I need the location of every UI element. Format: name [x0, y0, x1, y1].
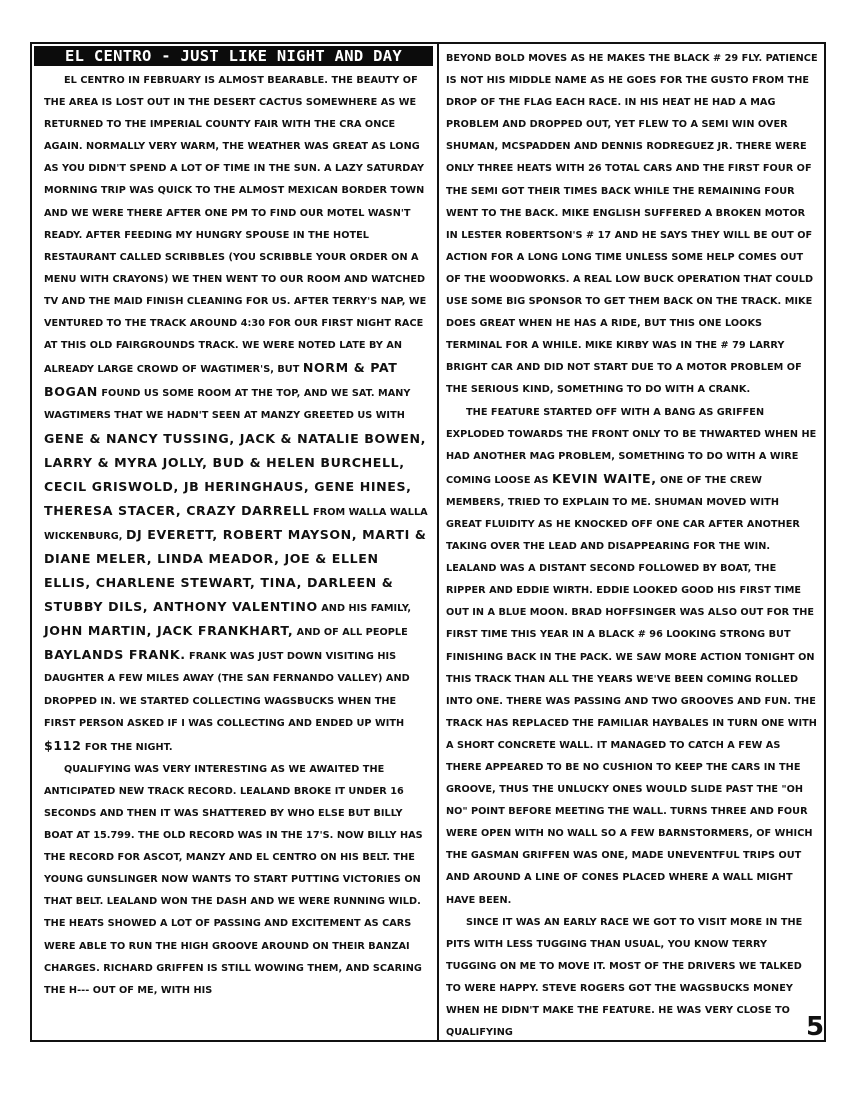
names-waite: KEVIN WAITE,: [551, 470, 657, 486]
paragraph-2: QUALIFYING WAS VERY INTERESTING AS WE AWAITED THE ANTICIPATED NEW TRACK RECORD. LEALAND BROKE IT UNDER 16 SECONDS AND THEN IT WAS SHATTERED BY WHO ELSE BUT BILLY BOAT AT 15.799. THE OLD RECORD WAS IN THE 17'S. NOW BILLY HAS THE RECORD FOR ASCOT, MANZY AND EL CENTRO ON HIS BELT. THE YOUNG GUNSLINGER NOW WANTS TO START PUTTING VICTORIES ON THAT BELT. LEALAND WON THE DASH AND WE WERE RUNNING WILD. THE HEATS SHOWED A LOT OF PASSING AND EXCITEMENT AS CARS WERE ABLE TO RUN THE HIGH GROOVE AROUND ON THEIR BANZAI CHARGES. RICHARD GRIFFEN IS STILL WOWING THEM, AND SCARING THE H--- OUT OF ME, WITH HIS: [44, 763, 423, 996]
page-number: 5: [806, 1012, 825, 1042]
names-list-2: DJ EVERETT, ROBERT MAYSON, MARTI & DIANE MELER, LINDA MEADOR, JOE & ELLEN ELLIS, CHARLENE STEWART, TINA, DARLEEN & STUBBY DILS, ANTHONY VALENTINO: [44, 526, 427, 615]
left-column: [44, 70, 428, 1002]
column-divider: [437, 42, 439, 1042]
names-bogan: NORM & PAT BOGAN: [44, 360, 398, 400]
headline: EL CENTRO - JUST LIKE NIGHT AND DAY: [34, 46, 433, 66]
paragraph-4: THE FEATURE STARTED OFF WITH A BANG AS GRIFFEN EXPLODED TOWARDS THE FRONT ONLY TO BE THWARTED WHEN HE HAD ANOTHER MAG PROBLEM, SOMETHING TO DO WITH A WIRE COMING LOOSE AS KEVIN WAITE, ONE OF THE CREW MEMBERS, TRIED TO EXPLAIN TO ME. SHUMAN MOVED WITH GREAT FLUIDITY AS HE KNOCKED OFF ONE CAR AFTER ANOTHER TAKING OVER THE LEAD AND DISAPPEARING FOR THE WIN. LEALAND WAS A DISTANT SECOND FOLLOWED BY BOAT, THE RIPPER AND EDDIE WIRTH. EDDIE LOOKED GOOD HIS FIRST TIME OUT IN A BLUE MOON. BRAD HOFFSINGER WAS ALSO OUT FOR THE FIRST TIME THIS YEAR IN A BLACK # 96 LOOKING STRONG BUT FINISHING BACK IN THE PACK. WE SAW MORE ACTION TONIGHT ON THIS TRACK THAN ALL THE YEARS WE'VE BEEN COMING ROLLED INTO ONE. THERE WAS PASSING AND TWO GROOVES AND FUN. THE TRACK HAS REPLACED THE FAMILIAR HAYBALES IN TURN ONE WITH A SHORT CONCRETE WALL. IT MANAGED TO CATCH A FEW AS THERE APPEARED TO BE NO CUSHION TO KEEP THE CARS IN THE GROOVE, THUS THE UNLUCKY ONES WOULD SLIDE PAST THE "OH NO" POINT BEFORE MEETING THE WALL. TURNS THREE AND FOUR WERE OPEN WITH NO WALL SO A FEW BARNSTORMERS, OF WHICH THE GASMAN GRIFFEN WAS ONE, MADE UNEVENTFUL TRIPS OUT AND AROUND A LINE OF CONES PLACED WHERE A WALL MIGHT HAVE BEEN.: [446, 406, 817, 906]
paragraph-1: EL CENTRO IN FEBRUARY IS ALMOST BEARABLE. THE BEAUTY OF THE AREA IS LOST OUT IN THE DESERT CACTUS SOMEWHERE AS WE RETURNED TO THE IMPERIAL COUNTY FAIR WITH THE CRA ONCE AGAIN. NORMALLY VERY WARM, THE WEATHER WAS GREAT AS LONG AS YOU DIDN'T SPEND A LOT OF TIME IN THE SUN. A LAZY SATURDAY MORNING TRIP WAS QUICK TO THE ALMOST MEXICAN BORDER TOWN AND WE WERE THERE AFTER ONE PM TO FIND OUR MOTEL WASN'T READY. AFTER FEEDING MY HUNGRY SPOUSE IN THE HOTEL RESTAURANT CALLED SCRIBBLES (YOU SCRIBBLE YOUR ORDER ON A MENU WITH CRAYONS) WE THEN WENT TO OUR ROOM AND WATCHED TV AND THE MAID FINISH CLEANING FOR US. AFTER TERRY'S NAP, WE VENTURED TO THE TRACK AROUND 4:30 FOR OUR FIRST NIGHT RACE AT THIS OLD FAIRGROUNDS TRACK. WE WERE NOTED LATE BY AN ALREADY LARGE CROWD OF WAGTIMER'S, BUT NORM & PAT BOGAN FOUND US SOME ROOM AT THE TOP, AND WE SAT. MANY WAGTIMERS THAT WE HADN'T SEEN AT MANZY GREETED US WITH GENE & NANCY TUSSING, JACK & NATALIE BOWEN, LARRY & MYRA JOLLY, BUD & HELEN BURCHELL, CECIL GRISWOLD, JB HERINGHAUS, GENE HINES, THERESA STACER, CRAZY DARRELL FROM WALLA WALLA WICKENBURG, DJ EVERETT, ROBERT MAYSON, MARTI & DIANE MELER, LINDA MEADOR, JOE & ELLEN ELLIS, CHARLENE STEWART, TINA, DARLEEN & STUBBY DILS, ANTHONY VALENTINO AND HIS FAMILY, JOHN MARTIN, JACK FRANKHART, AND OF ALL PEOPLE BAYLANDS FRANK. FRANK WAS JUST DOWN VISITING HIS DAUGHTER A FEW MILES AWAY (THE SAN FERNANDO VALLEY) AND DROPPED IN. WE STARTED COLLECTING WAGSBUCKS WHEN THE FIRST PERSON ASKED IF I WAS COLLECTING AND ENDED UP WITH $112 FOR THE NIGHT.: [44, 75, 428, 753]
names-baylands: BAYLANDS FRANK.: [44, 647, 186, 663]
wagsbucks-amount: $112: [44, 737, 82, 753]
names-list-3: JOHN MARTIN, JACK FRANKHART,: [44, 623, 294, 639]
paragraph-3: BEYOND BOLD MOVES AS HE MAKES THE BLACK # 29 FLY. PATIENCE IS NOT HIS MIDDLE NAME AS HE GOES FOR THE GUSTO FROM THE DROP OF THE FLAG EACH RACE. IN HIS HEAT HE HAD A MAG PROBLEM AND DROPPED OUT, YET FLEW TO A SEMI WIN OVER SHUMAN, MCSPADDEN AND DENNIS RODREGUEZ JR. THERE WERE ONLY THREE HEATS WITH 26 TOTAL CARS AND THE FIRST FOUR OF THE SEMI GOT THEIR TIMES BACK WHILE THE REMAINING FOUR WENT TO THE BACK. MIKE ENGLISH SUFFERED A BROKEN MOTOR IN LESTER ROBERTSON'S # 17 AND HE SAYS THEY WILL BE OUT OF ACTION FOR A LONG LONG TIME UNLESS SOME HELP COMES OUT OF THE WOODWORKS. A REAL LOW BUCK OPERATION THAT COULD USE SOME BIG SPONSOR TO GET THEM BACK ON THE TRACK. MIKE DOES GREAT WHEN HE HAS A RIDE, BUT THIS ONE LOOKS TERMINAL FOR A WHILE. MIKE KIRBY WAS IN THE # 79 LARRY BRIGHT CAR AND DID NOT START DUE TO A MOTOR PROBLEM OF THE SERIOUS KIND, SOMETHING TO DO WITH A CRANK.: [446, 53, 818, 396]
right-column: [446, 48, 818, 1044]
paragraph-5: SINCE IT WAS AN EARLY RACE WE GOT TO VISIT MORE IN THE PITS WITH LESS TUGGING THAN USUAL, YOU KNOW TERRY TUGGING ON ME TO MOVE IT. MOST OF THE DRIVERS WE TALKED TO WERE HAPPY. STEVE ROGERS GOT THE WAGSBUCKS MONEY WHEN HE DIDN'T MAKE THE FEATURE. HE WAS VERY CLOSE TO QUALIFYING: [446, 916, 803, 1039]
names-list-1: GENE & NANCY TUSSING, JACK & NATALIE BOWEN, LARRY & MYRA JOLLY, BUD & HELEN BURCHELL, CECIL GRISWOLD, JB HERINGHAUS, GENE HINES, THERESA STACER, CRAZY DARRELL: [44, 430, 427, 518]
